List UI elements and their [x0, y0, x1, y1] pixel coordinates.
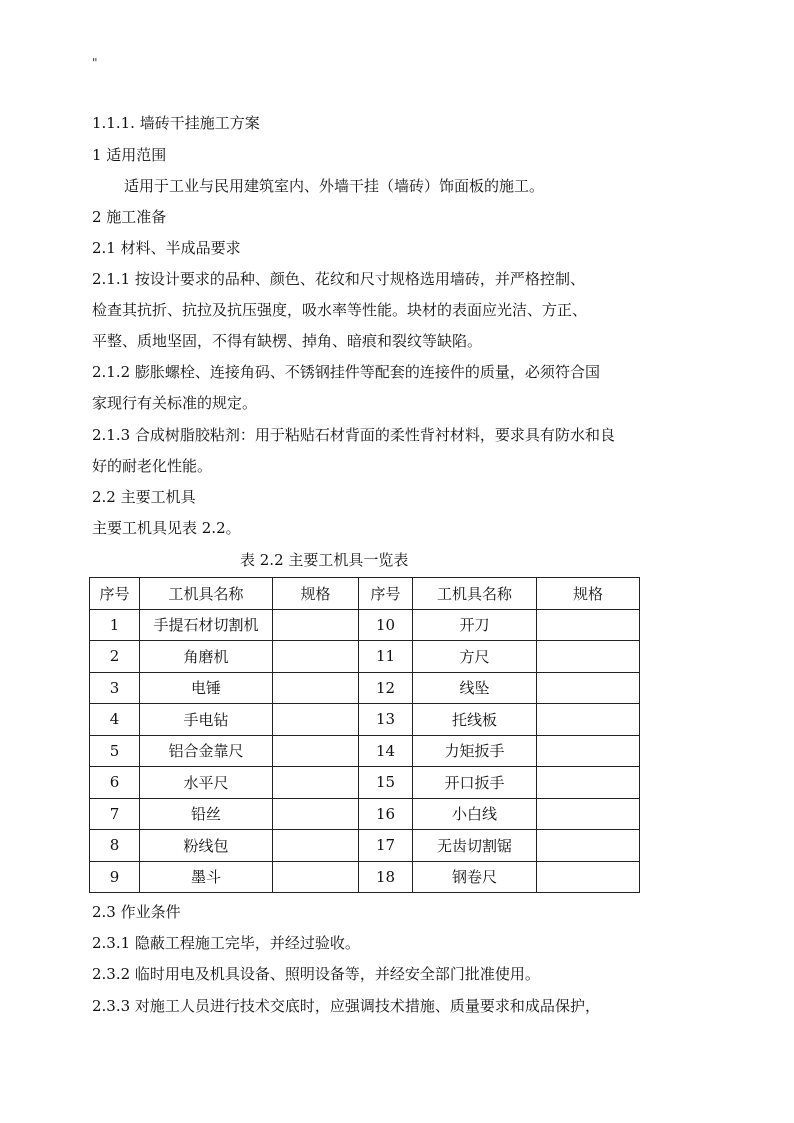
table-cell: 粉线包	[140, 830, 273, 862]
para-2-1-2-line2: 家现行有关标准的规定。	[92, 394, 258, 412]
tools-table	[89, 577, 640, 893]
header-cell: 规格	[537, 578, 640, 610]
para-2-3-1: 2.3.1 隐蔽工程施工完毕，并经过验收。	[92, 934, 360, 952]
table-cell: 2	[90, 641, 140, 673]
table-cell: 12	[359, 672, 413, 704]
table-cell: 4	[90, 704, 140, 736]
table-cell	[537, 704, 640, 736]
para-2-1-1-line1: 2.1.1 按设计要求的品种、颜色、花纹和尺寸规格选用墙砖，并严格控制、	[92, 270, 585, 288]
table-cell: 无齿切割锯	[413, 830, 537, 862]
table-cell	[537, 798, 640, 830]
header-cell: 规格	[273, 578, 359, 610]
table-cell: 托线板	[413, 704, 537, 736]
section-2-2-title: 2.2 主要工机具	[92, 488, 196, 506]
table-cell: 钢卷尺	[413, 861, 537, 893]
table-cell: 14	[359, 735, 413, 767]
stray-mark: "	[92, 56, 98, 70]
table-cell: 开刀	[413, 609, 537, 641]
para-2-1-1-line2: 检查其抗折、抗拉及抗压强度，吸水率等性能。块材的表面应光洁、方正、	[92, 301, 588, 319]
table-row	[90, 830, 640, 862]
para-2-1-3-line2: 好的耐老化性能。	[92, 457, 213, 475]
header-cell: 序号	[90, 578, 140, 610]
table-cell: 力矩扳手	[413, 735, 537, 767]
table-cell	[273, 767, 359, 799]
table-cell: 铝合金靠尺	[140, 735, 273, 767]
table-cell: 墨斗	[140, 861, 273, 893]
table-cell: 16	[359, 798, 413, 830]
section-2-title: 2 施工准备	[92, 208, 167, 226]
table-cell	[273, 861, 359, 893]
table-cell: 3	[90, 672, 140, 704]
table-cell	[273, 609, 359, 641]
table-cell: 铅丝	[140, 798, 273, 830]
table-row	[90, 672, 640, 704]
table-cell	[273, 798, 359, 830]
section-1-title: 1 适用范围	[92, 146, 167, 164]
table-cell: 1	[90, 609, 140, 641]
section-1-text: 适用于工业与民用建筑室内、外墙干挂（墙砖）饰面板的施工。	[124, 177, 545, 195]
table-cell: 开口扳手	[413, 767, 537, 799]
table-cell: 11	[359, 641, 413, 673]
table-cell: 6	[90, 767, 140, 799]
table-cell	[537, 767, 640, 799]
table-cell: 17	[359, 830, 413, 862]
para-2-1-1-line3: 平整、质地坚固，不得有缺楞、掉角、暗痕和裂纹等缺陷。	[92, 332, 483, 350]
para-2-3-3: 2.3.3 对施工人员进行技术交底时，应强调技术措施、质量要求和成品保护，	[92, 997, 600, 1015]
table-caption: 表 2.2 主要工机具一览表	[240, 551, 409, 569]
table-header-row	[90, 578, 640, 610]
table-cell: 角磨机	[140, 641, 273, 673]
section-heading: 1.1.1. 墙砖干挂施工方案	[92, 114, 260, 132]
table-cell	[273, 672, 359, 704]
table-row	[90, 735, 640, 767]
header-cell: 工机具名称	[140, 578, 273, 610]
table-cell: 水平尺	[140, 767, 273, 799]
table-row	[90, 798, 640, 830]
para-2-1-3-line1: 2.1.3 合成树脂胶粘剂：用于粘贴石材背面的柔性背衬材料，要求具有防水和良	[92, 426, 615, 444]
table-cell: 线坠	[413, 672, 537, 704]
table-row	[90, 767, 640, 799]
table-row	[90, 861, 640, 893]
table-cell	[537, 830, 640, 862]
table-cell: 手电钻	[140, 704, 273, 736]
table-row	[90, 641, 640, 673]
table-cell: 电锤	[140, 672, 273, 704]
table-cell: 手提石材切割机	[140, 609, 273, 641]
section-2-1-title: 2.1 材料、半成品要求	[92, 239, 241, 257]
section-2-2-text: 主要工机具见表 2.2。	[92, 519, 241, 537]
table-cell	[537, 609, 640, 641]
header-cell: 序号	[359, 578, 413, 610]
table-cell: 方尺	[413, 641, 537, 673]
table-cell: 10	[359, 609, 413, 641]
table-cell	[537, 672, 640, 704]
para-2-3-2: 2.3.2 临时用电及机具设备、照明设备等，并经安全部门批准使用。	[92, 965, 540, 983]
table-cell: 15	[359, 767, 413, 799]
table-cell	[273, 830, 359, 862]
table-cell: 8	[90, 830, 140, 862]
table-row	[90, 704, 640, 736]
table-cell: 小白线	[413, 798, 537, 830]
table-cell: 7	[90, 798, 140, 830]
table-cell	[537, 735, 640, 767]
section-2-3-title: 2.3 作业条件	[92, 903, 181, 921]
table-cell: 13	[359, 704, 413, 736]
table-row	[90, 609, 640, 641]
table-cell	[273, 704, 359, 736]
table-cell: 9	[90, 861, 140, 893]
para-2-1-2-line1: 2.1.2 膨胀螺栓、连接角码、不锈钢挂件等配套的连接件的质量，必须符合国	[92, 363, 600, 381]
table-cell	[537, 861, 640, 893]
table-cell	[537, 641, 640, 673]
table-cell: 18	[359, 861, 413, 893]
table-cell	[273, 641, 359, 673]
table-cell: 5	[90, 735, 140, 767]
table-cell	[273, 735, 359, 767]
header-cell: 工机具名称	[413, 578, 537, 610]
